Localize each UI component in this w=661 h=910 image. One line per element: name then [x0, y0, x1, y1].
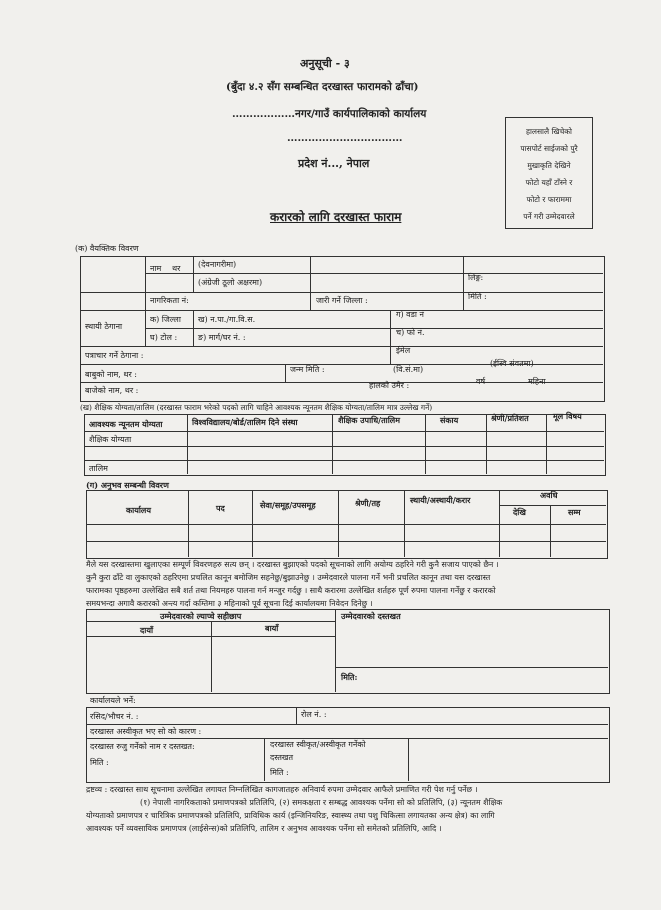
form-subtitle: (बुँदा ४.२ सँग सम्बन्धित दरखास्त फारामको ढाँचा) [226, 81, 419, 93]
form-title: करारको लागि दरखास्त फाराम [270, 210, 402, 224]
left-thumb-label: बायाँ [265, 623, 279, 633]
correspondence-address-label: पत्राचार गर्ने ठेगाना : [85, 351, 144, 360]
municipality-label: ख) न.पा./गा.वि.स. [198, 315, 256, 324]
candidate-signature-label: उम्मेदवारको दस्तखत [341, 611, 401, 621]
name-label: नाम [150, 264, 162, 273]
office-use-label: कार्यालयले भर्ने: [90, 696, 136, 705]
education-column-header: मूल विषय [553, 411, 582, 421]
experience-column-header: सेवा/समूह/उपसमूह [260, 500, 316, 510]
period-from-label: देखि [513, 507, 526, 517]
dob-label: जन्म मिति : [290, 365, 325, 374]
english-label: (अंग्रेजी ठूलो अक्षरमा) [198, 278, 263, 287]
note-line: द्रष्टव्य : दरखास्त साथ सूचनामा उल्लेखित लगायत निम्नलिखित कागजातहरु अनिवार्य रुपमा उम्मेदवार आफैले प्रमाणित गरी पेश गर्नु पर्नेछ । [86, 785, 478, 794]
father-name-label: बाबुको नाम, थर : [85, 370, 137, 379]
roll-number-label: रोल नं. : [301, 710, 327, 719]
education-column-header: श्रेणी/प्रतिशत [491, 413, 529, 423]
email-label: ईमेल [396, 346, 411, 355]
dots-line: …………………………… [287, 132, 403, 144]
note-line: (१) नेपाली नागरिकताको प्रमाणपत्रको प्रतिलिपि, (२) समकक्षता र सम्बद्ध आवश्यक पर्नेमा सो को प्रतिलिपि, (३) न्यूनतम शैक्षिक [140, 798, 503, 807]
declaration-line: मैले यस दरखास्तमा खुलाएका सम्पूर्ण विवरणहरु सत्य छन् । दरखास्त बुझाएको पदको सूचनाको लागि अयोग्य ठहरिने गरी कुनै सजाय पाएको छैन । [86, 560, 499, 569]
rejection-reason-label: दरखास्त अस्वीकृत भए सो को कारण : [90, 727, 202, 736]
declaration-line: कुनै कुरा ढाँटे वा लुकाएको ठहरिएमा प्रचलित कानून बमोजिम सहनेछु/बुझाउनेछु । उम्मेदवारले पालना गर्ने भनी प्रचलित कानून तथा यस दरखास्त [86, 573, 491, 582]
province-line: प्रदेश नं..., नेपाल [298, 157, 370, 170]
education-column-header: शैक्षिक उपाधि/तालिम [338, 415, 401, 425]
road-house-label: ङ) मार्ग/घर नं. : [198, 333, 246, 342]
gender-label: लिङ्ग: [468, 273, 484, 282]
current-age-label: हालको उमेर : [369, 381, 410, 390]
declaration-line: समयभन्दा अगावै करारको अन्त्य गर्दा कम्तिमा ३ महिनाको पूर्व सूचना दिई कार्यालयमा निवेदन दिनेछु । [86, 599, 373, 608]
devanagari-label: (देवनागरीमा) [198, 260, 237, 269]
photo-instruction-line: पर्ने गरी उम्मेदवारले [523, 212, 575, 221]
education-column-header: आवश्यक न्यूनतम योग्यता [89, 419, 163, 429]
education-section-heading: (ख) शैक्षिक योग्यता/तालिम (दरखास्त फाराम भरेको पदको लागि चाहिने आवश्यक न्यूनतम शैक्षिक योग्यता/तालिम मात्र उल्लेख गर्ने) [80, 403, 433, 412]
photo-instruction-line: फोटो र फाराममा [526, 195, 572, 204]
approver-signature-label-2: दस्तखत [270, 753, 294, 762]
photo-box [505, 117, 593, 229]
district-label: क) जिल्ला [150, 315, 181, 324]
verifier-date-label: मिति : [90, 758, 109, 767]
dob-ad-label: (ईस्वि संवतमा) [490, 359, 534, 368]
signature-date-label: मिति: [341, 672, 358, 682]
personal-details-table [80, 256, 605, 402]
citizenship-label: नागरिकता नं: [150, 296, 189, 305]
photo-instruction-line: मुखाकृति देखिने [527, 161, 571, 170]
experience-column-header: स्थायी/अस्थायी/करार [410, 495, 471, 505]
note-line: योग्यताको प्रमाणपत्र र चारित्रिक प्रमाणपत्रको प्रतिलिपि, प्राविधिक कार्य (इन्जिनियरिङ, स्वास्थ्य तथा पशु चिकित्सा लगायतका अन्य क्षेत्र) का लागि [86, 811, 495, 820]
right-thumb-label: दायाँ [140, 625, 154, 635]
surname-label: थर [172, 264, 181, 273]
annex-label: अनुसूची - ३ [300, 57, 350, 70]
education-column-header: विश्वविद्यालय/बोर्ड/तालिम दिने संस्था [192, 417, 298, 427]
declaration-line: फारामका पृष्ठहरुमा उल्लेखित सबै शर्त तथा नियमहरु पालना गर्न मन्जुर गर्दछु । साथै करारमा उल्लेखित शर्तहरु पूर्ण रुपमा पालना गर्नेछु र करारको [86, 586, 496, 595]
thumbprint-heading: उम्मेदवारको ल्याप्चे सहीछाप [160, 611, 242, 621]
tole-label: घ) टोल : [150, 333, 178, 342]
approver-date-label: मिति : [270, 768, 289, 777]
verifier-name-label: दरखास्त रुजु गर्नेको नाम र दस्तखत: [90, 742, 195, 751]
issue-date-label: मिति : [468, 292, 487, 301]
period-to-label: सम्म [568, 507, 581, 517]
experience-column-header: कार्यालय [126, 505, 151, 515]
experience-column-header: पद [216, 503, 225, 513]
photo-instruction-line: पासपोर्ट साईजको पुरै [520, 144, 578, 153]
experience-section-heading: (ग) अनुभव सम्बन्धी विवरण [86, 480, 169, 490]
ward-label: ग) वडा नं [396, 310, 424, 319]
education-row-label: तालिम [89, 464, 108, 473]
approver-signature-label: दरखास्त स्वीकृत/अस्वीकृत गर्नेको [270, 740, 366, 749]
photo-instruction-line: हालसालै खिचेको [525, 127, 573, 136]
permanent-address-label: स्थायी ठेगाना [85, 322, 123, 331]
years-label: वर्ष [476, 377, 486, 386]
experience-column-header: श्रेणी/तह [355, 498, 381, 508]
personal-section-heading: (क) वैयक्तिक विवरण [75, 244, 139, 253]
dob-bs-label: (वि.सं.मा) [393, 365, 424, 374]
photo-instruction-line: फोटो यहाँ टाँस्ने र [525, 178, 573, 187]
issued-district-label: जारी गर्ने जिल्ला : [316, 296, 368, 305]
office-line: ………………नगर/गाउँ कार्यपालिकाको कार्यालय [232, 108, 427, 120]
education-column-header: संकाय [440, 415, 459, 425]
receipt-number-label: रसिद/भौचर नं. : [90, 712, 139, 721]
note-line: आवश्यक पर्ने व्यवसायिक प्रमाणपत्र (लाईसेन्स)को प्रतिलिपि, तालिम र अनुभव आवश्यक पर्नेमा सो समेतको प्रतिलिपि, आदि । [86, 824, 442, 833]
grandfather-name-label: बाजेको नाम, थर : [85, 386, 139, 395]
education-row-label: शैक्षिक योग्यता [89, 435, 132, 444]
months-label: महिना [528, 377, 546, 386]
phone-label: च) फो नं. [396, 328, 425, 337]
experience-column-header: अवधि [540, 490, 558, 500]
